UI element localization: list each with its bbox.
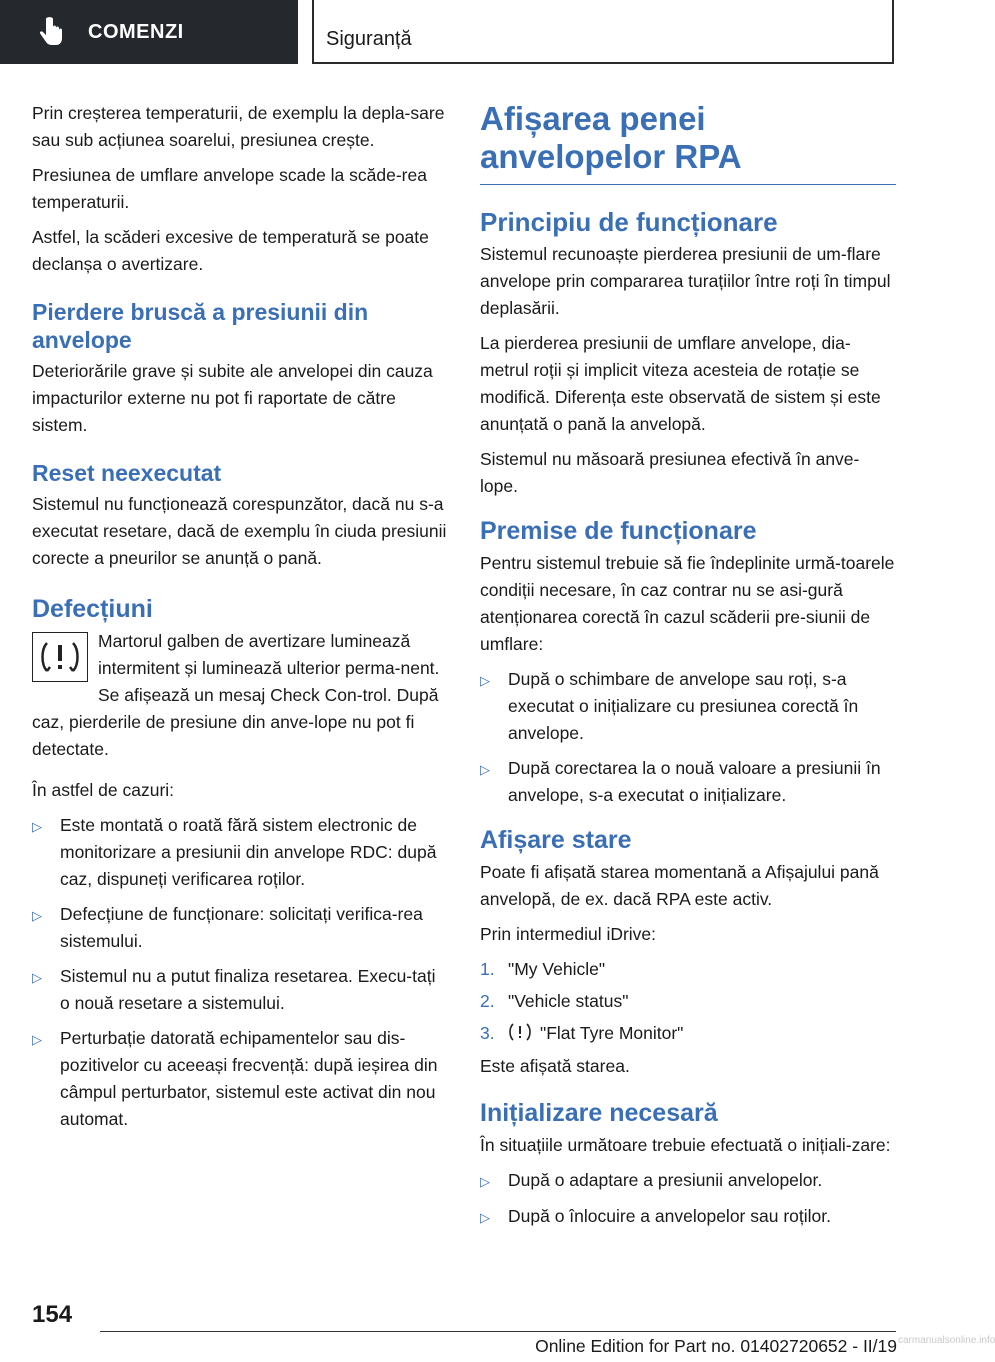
- paragraph: Poate fi afișată starea momentană a Afișajului pană anvelopă, de ex. dacă RPA este activ.: [480, 862, 879, 909]
- chapter-tab-border: [312, 0, 314, 64]
- paragraph: Sistemul nu măsoară presiunea efectivă în anve‐lope.: [480, 449, 860, 496]
- page-title: Afișarea penei anvelopelor RPA: [480, 100, 896, 185]
- heading-defectiuni: Defecțiuni: [32, 595, 153, 623]
- tire-pressure-warning-icon: [32, 632, 88, 682]
- list-item: ▷ După o schimbare de anvelope sau roți, s-a executat o inițializare cu presiunea corectă în anvelope.: [480, 666, 896, 747]
- list-item: ▷ Defecțiune de funcționare: solicitați verifica‐rea sistemului.: [32, 901, 450, 955]
- paragraph: În astfel de cazuri:: [32, 780, 175, 800]
- left-column: [32, 100, 450, 1141]
- tire-monitor-icon: [508, 1022, 532, 1042]
- warning-block: [32, 628, 450, 763]
- bullet-list: [480, 666, 896, 809]
- triangle-bullet-icon: ▷: [480, 1210, 490, 1225]
- chapter-label: Siguranță: [326, 28, 412, 50]
- watermark: carmanualsonline.info: [898, 1335, 995, 1346]
- paragraph: Prin creșterea temperaturii, de exemplu la depla‐sare sau sub acțiunea soarelui, presiunea crește.: [32, 103, 445, 150]
- section-label: COMENZI: [88, 20, 184, 43]
- paragraph: Pentru sistemul trebuie să fie îndeplinite urmă‐toarele condiții necesare, în caz contrar nu se asi‐gură atenționarea corectă în cazul scăderii pre‐siunii de umflare:: [480, 553, 895, 654]
- page-number: 154: [32, 1301, 73, 1328]
- paragraph: Prin intermediul iDrive:: [480, 924, 657, 944]
- heading-afisare: Afișare stare: [480, 826, 632, 854]
- edition-info: Online Edition for Part no. 01402720652 - II/19: [535, 1336, 897, 1356]
- heading-pierdere: Pierdere bruscă a presiunii din anvelope: [32, 299, 369, 353]
- paragraph: Este afișată starea.: [480, 1056, 630, 1076]
- triangle-bullet-icon: ▷: [480, 762, 490, 777]
- list-item: ▷ După corectarea la o nouă valoare a presiunii în anvelope, s-a executat o inițializare.: [480, 755, 896, 809]
- bullet-list: [32, 812, 450, 1133]
- list-item: 2. "Vehicle status": [480, 991, 629, 1011]
- footer-divider: [100, 1331, 896, 1332]
- triangle-bullet-icon: ▷: [480, 673, 490, 688]
- list-item: ▷ Perturbație datorată echipamentelor sau dis‐pozitivelor cu aceeași frecvență: după ieșirea din câmpul perturbator, sistemul este activat din nou automat.: [32, 1025, 450, 1133]
- bullet-list: [480, 1167, 896, 1231]
- list-item: 1. "My Vehicle": [480, 959, 606, 979]
- heading-init: Inițializare necesară: [480, 1099, 718, 1127]
- paragraph: Martorul galben de avertizare luminează intermitent și luminează ulterior perma‐nent. Se afișează un mesaj Check Con‐trol. După caz, pierderile de presiune din anve‐lope nu pot fi detectate.: [32, 631, 440, 759]
- list-item: 3. "Flat Tyre Monitor": [480, 1023, 684, 1043]
- section-tab: [0, 0, 298, 64]
- triangle-bullet-icon: ▷: [32, 819, 42, 834]
- paragraph: În situațiile următoare trebuie efectuată o inițiali‐zare:: [480, 1135, 891, 1155]
- paragraph: Presiunea de umflare anvelope scade la scăde‐rea temperaturii.: [32, 165, 427, 212]
- list-item: ▷ După o înlocuire a anvelopelor sau roților.: [480, 1203, 896, 1231]
- triangle-bullet-icon: ▷: [480, 1174, 490, 1189]
- triangle-bullet-icon: ▷: [32, 908, 42, 923]
- right-column: [480, 100, 896, 1239]
- triangle-bullet-icon: ▷: [32, 970, 42, 985]
- chapter-tab: [312, 0, 894, 64]
- paragraph: La pierderea presiunii de umflare anvelope, dia‐metrul roții și implicit viteza acesteia de rotație se modifică. Diferența este observată de sistem și este anunțată o pană la anvelopă.: [480, 333, 881, 434]
- list-item: ▷ După o adaptare a presiunii anvelopelor.: [480, 1167, 896, 1195]
- heading-reset: Reset neexecutat: [32, 460, 222, 486]
- list-item: ▷ Sistemul nu a putut finaliza resetarea. Execu‐tați o nouă resetare a sistemului.: [32, 963, 450, 1017]
- paragraph: Astfel, la scăderi excesive de temperatură se poate declanșa o avertizare.: [32, 227, 429, 274]
- heading-principiu: Principiu de funcționare: [480, 207, 778, 237]
- heading-premise: Premise de funcționare: [480, 517, 757, 545]
- step-list: [480, 956, 896, 1047]
- paragraph: Sistemul recunoaște pierderea presiunii de um‐flare anvelope prin compararea turațiilor între roți în timpul deplasării.: [480, 244, 891, 318]
- paragraph: Deteriorările grave și subite ale anvelopei din cauza impacturilor externe nu pot fi raportate de către sistem.: [32, 361, 433, 435]
- hand-touch-icon: [34, 15, 68, 49]
- paragraph: Sistemul nu funcționează corespunzător, dacă nu s-a executat resetare, dacă de exemplu în ciuda presiunii corecte a pneurilor se anunță o pană.: [32, 494, 447, 568]
- list-item: ▷ Este montată o roată fără sistem electronic de monitorizare a presiunii din anvelope RDC: după caz, dispuneți verificarea roților.: [32, 812, 450, 893]
- triangle-bullet-icon: ▷: [32, 1032, 42, 1047]
